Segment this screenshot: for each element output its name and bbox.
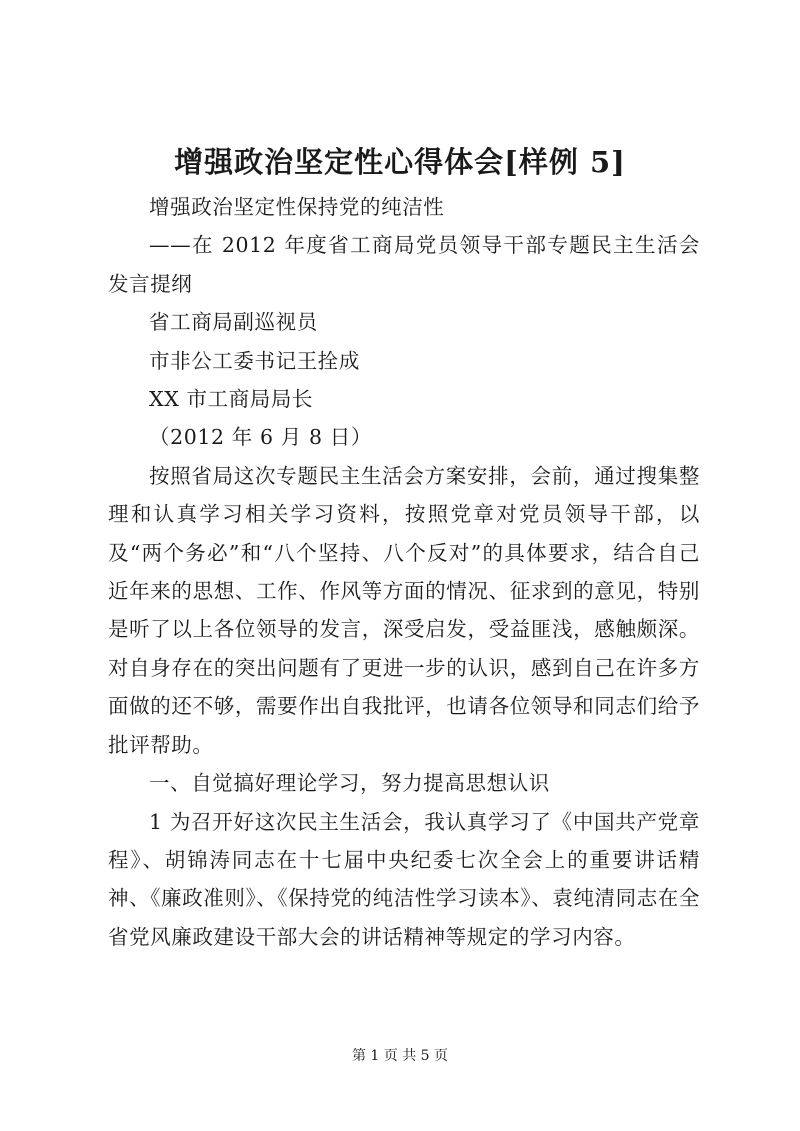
date-paragraph: （2012 年 6 月 8 日） <box>149 425 372 450</box>
author-title-paragraph: 省工商局副巡视员 <box>149 310 318 335</box>
page-number-footer: 第 1 页 共 5 页 <box>351 1048 449 1064</box>
author-name-paragraph: 市非公工委书记王拴成 <box>149 348 360 373</box>
document-title: 增强政治坚定性心得体会[样例 5] <box>174 145 626 179</box>
intro-paragraph: 按照省局这次专题民主生活会方案安排，会前，通过搜集整理和认真学习相关学习资料，按照党章对党员领导干部，以及“两个务必”和“八个坚持、八个反对”的具体要求，结合自己近年来的思想、工作、作风等方面的情况、征求到的意见，特别是听了以上各位领导的发言，深受启发，受益匪浅，感触颇深。对自身存在的突出问题有了更进一步的认识，感到自己在许多方面做的还不够，需要作出自我批评，也请各位领导和同志们给予批评帮助。 <box>108 463 700 757</box>
section-heading: 一、自觉搞好理论学习，努力提高思想认识 <box>149 771 550 796</box>
author-role-paragraph: XX 市工商局局长 <box>149 387 314 412</box>
body-paragraph: 1 为召开好这次民主生活会，我认真学习了《中国共产党章程》、胡锦涛同志在十七届中央纪委七次全会上的重要讲话精神、《廉政准则》、《保持党的纯洁性学习读本》、袁纯清同志在全省党风廉政建设干部大会的讲话精神等规定的学习内容。 <box>108 809 700 949</box>
document-body <box>108 188 700 956</box>
subtitle-paragraph: 增强政治坚定性保持党的纯洁性 <box>149 195 445 219</box>
speech-outline-paragraph: ——在 2012 年度省工商局党员领导干部专题民主生活会发言提纲 <box>108 233 700 296</box>
